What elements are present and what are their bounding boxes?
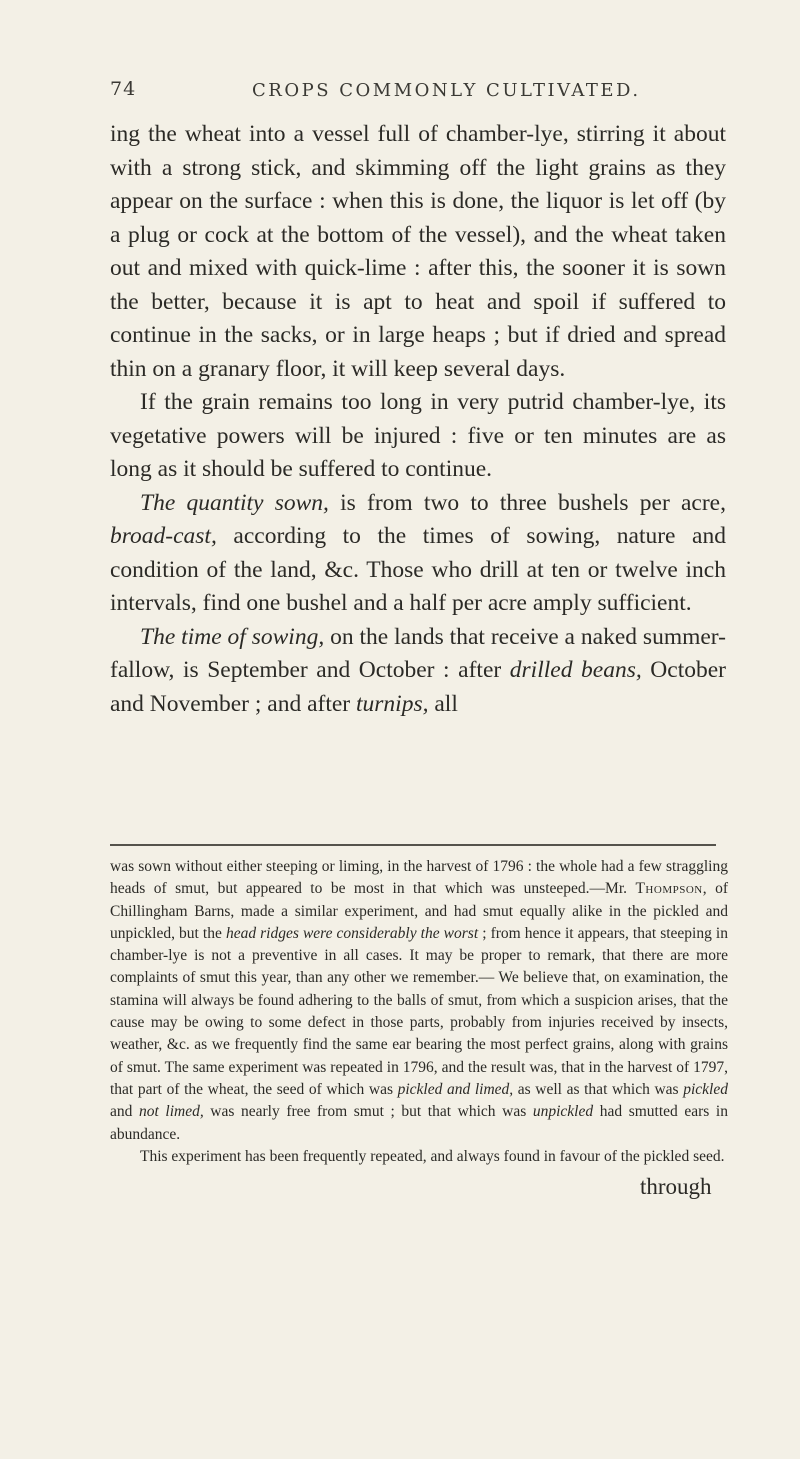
text-run: ; from hence it appears, that steeping in chamber-lye is not a preventive in all cases. It may be proper to remark, that there are more complaints of smut this year, than any other we remember.— We believe that, on examination, the stamina will always be found adhering to the balls of smut, from which a suspicion arises, that the cause may be owing to some defect in those parts, probably from injuries received by insects, weather, &c. as we frequently find the same ear bearing the most perfect grains, along with grains of smut. The same experiment was repeated in 1796, and the result was, that in the harvest of 1797, that part of the wheat, the seed of which was <box>110 924 728 1098</box>
catchword: through <box>640 1174 712 1199</box>
main-text <box>110 118 726 721</box>
italic-phrase: drilled beans, <box>509 657 642 683</box>
paragraph-4 <box>110 621 726 722</box>
italic-phrase: turnips, <box>356 690 429 717</box>
italic-phrase: The quantity sown, <box>140 489 329 516</box>
text-run: is from two to three bushels per acre, <box>328 489 726 516</box>
paragraph-2: If the grain remains too long in very putrid chamber-lye, its vegetative powers will be injured : five or ten minutes are as long as it should be suffered to continue. <box>110 389 726 482</box>
italic-phrase: pickled <box>683 1080 728 1098</box>
running-head <box>110 78 800 108</box>
italic-phrase: The time of sowing, <box>140 623 325 650</box>
text-run: and <box>110 1103 139 1121</box>
footnote-paragraph-1 <box>110 856 728 1146</box>
footnote <box>110 856 728 1168</box>
paragraph-1: ing the wheat into a vessel full of chamber-lye, stirring it about with a strong stick, and skimming off the light grains as they appear on the surface : when this is done, the liquor is let off (by a plug or cock at the bottom of the vessel), and the wheat taken out and mixed with quick-lime : after this, the sooner it is sown the better, because it is apt to heat and spoil if suffered to continue in the sacks, or in large heaps ; but if dried and spread thin on a granary floor, it will keep several days. <box>110 121 726 382</box>
text-run: , of Chillingham Barns, made a similar experiment, and had smut equally alike in the pickled and unpickled, but the <box>110 880 728 942</box>
italic-phrase: not limed, <box>138 1103 204 1121</box>
italic-phrase: unpickled <box>532 1103 594 1121</box>
footnote-paragraph-2: This experiment has been frequently repeated, and always found in favour of the pickled seed. <box>140 1147 725 1165</box>
paragraph-3 <box>110 487 726 621</box>
italic-phrase: head ridges were considerably the worst <box>225 924 479 942</box>
text-run: all <box>428 690 458 717</box>
page-number: 74 <box>110 78 137 100</box>
italic-phrase: pickled and limed, <box>397 1080 514 1098</box>
text-run: as well as that which was <box>513 1080 684 1098</box>
footnote-rule <box>110 844 716 846</box>
running-title: CROPS COMMONLY CULTIVATED. <box>252 80 641 101</box>
text-run: had smutted ears in abundance. <box>110 1103 728 1143</box>
text-run: was sown without either steeping or liming, in the harvest of 1796 : the whole had a few straggling heads of smut, but appeared to be most in that which was unsteeped.—Mr. <box>110 858 728 898</box>
text-run: was nearly free from smut ; but that which was <box>203 1103 533 1121</box>
text-run: October and November ; and after <box>110 657 726 717</box>
text-run: according to the times of sowing, nature and condition of the land, &c. Those who drill at ten or twelve inch intervals, find one bushel and a half per acre amply sufficient. <box>110 523 726 616</box>
italic-phrase: broad-cast, <box>110 523 217 549</box>
text-run: on the lands that receive a naked summer-fallow, is September and October : after <box>110 623 726 683</box>
person-name: Thompson <box>635 880 703 898</box>
